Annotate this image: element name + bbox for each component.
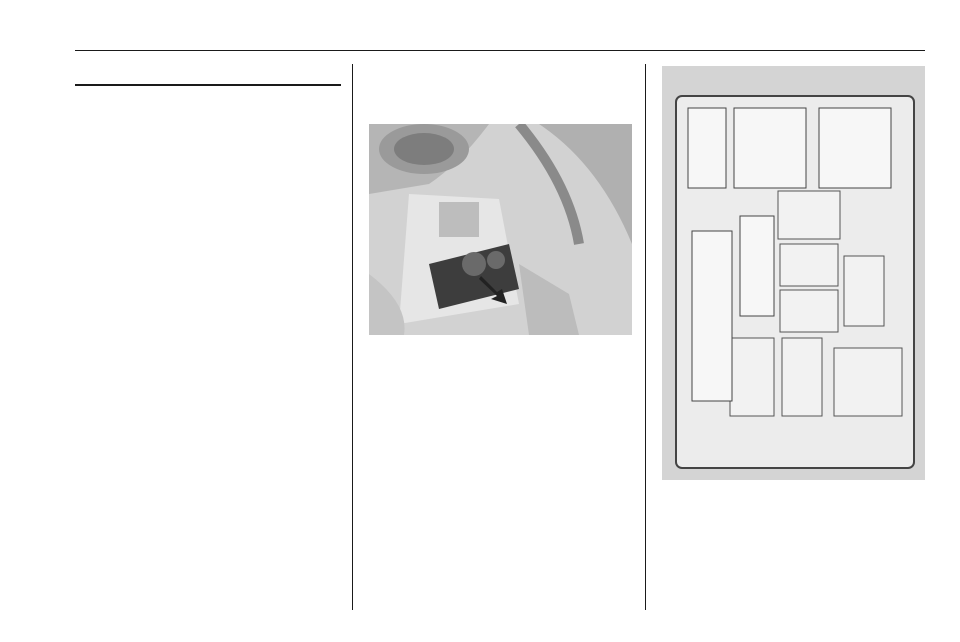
column-divider [352, 64, 353, 610]
table-header [75, 62, 341, 86]
fuse-box-diagram [662, 66, 925, 480]
header-rule [75, 50, 925, 51]
page-header [75, 28, 925, 50]
fuse-circuit-table-column [75, 62, 341, 96]
column-divider [645, 64, 646, 610]
dashboard-photo [369, 124, 632, 335]
section-text [369, 347, 635, 357]
table-header-number [75, 62, 101, 84]
